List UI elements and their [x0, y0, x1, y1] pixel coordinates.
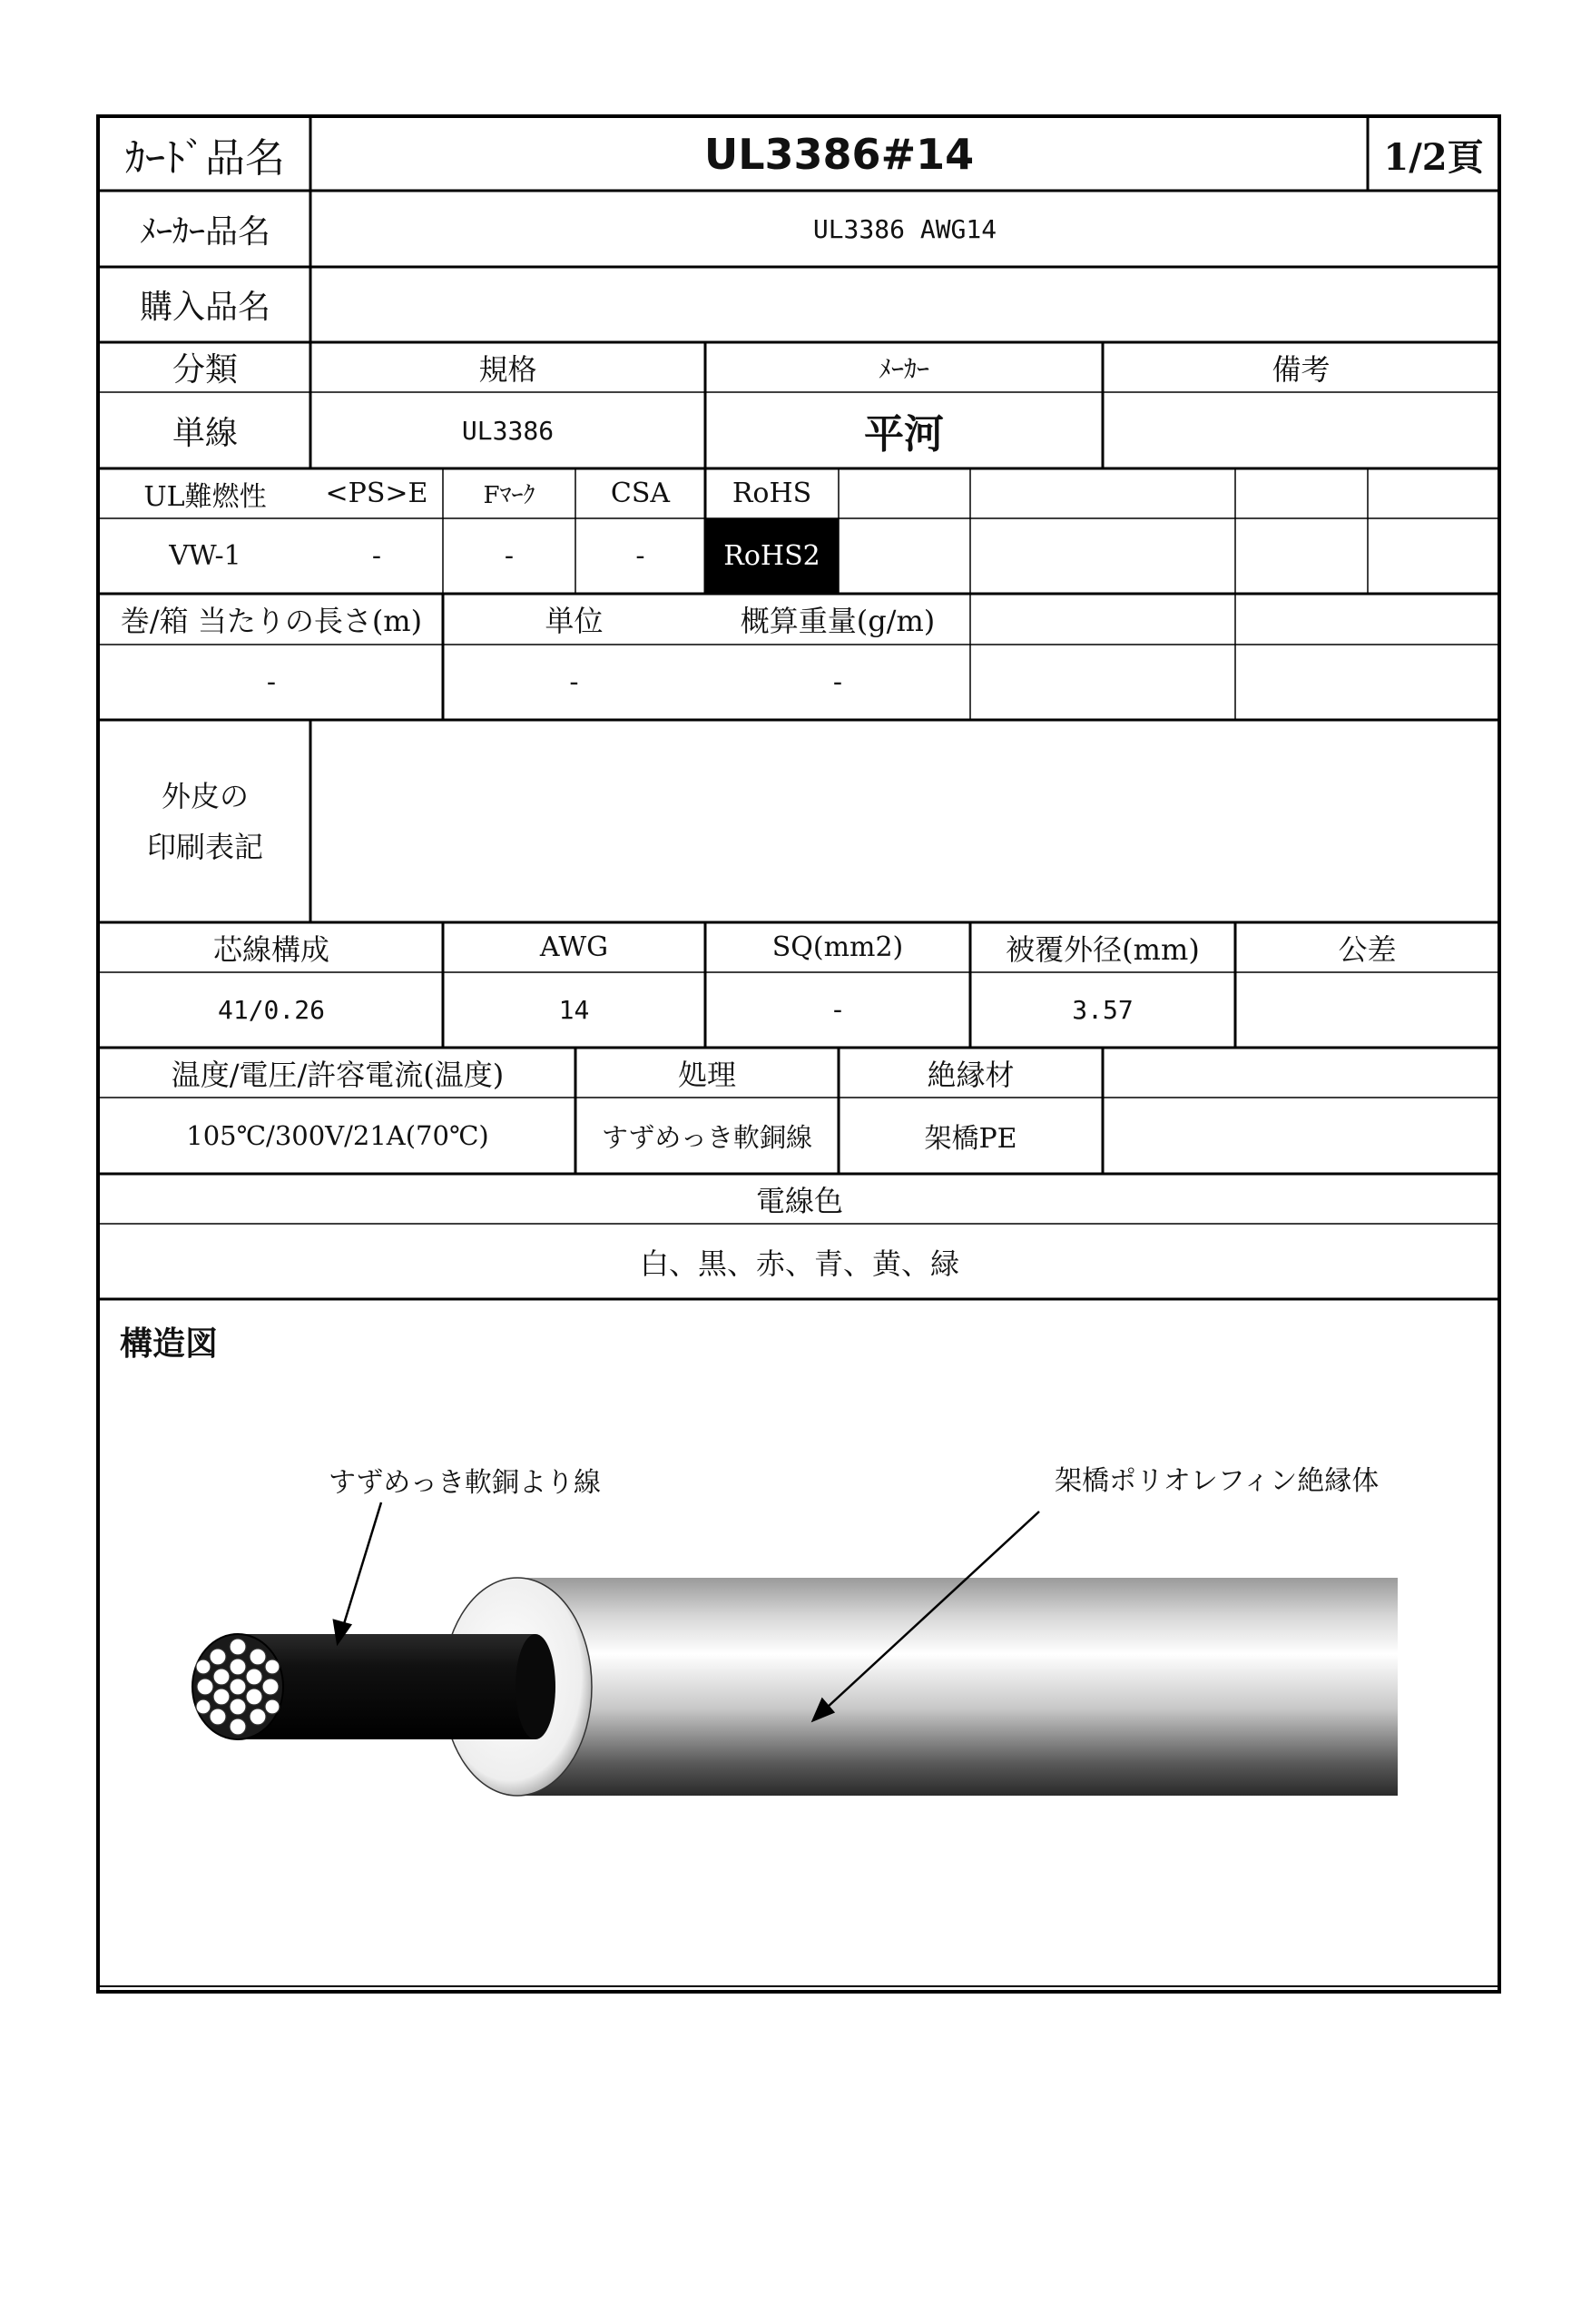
treatment-label: 処理 [677, 1057, 736, 1092]
card-name-label: ｶｰﾄﾞ品名 [125, 135, 285, 182]
purchase-name-value [310, 267, 1499, 342]
tolerance-label: 公差 [1338, 931, 1397, 967]
standard-label: 規格 [478, 351, 537, 387]
cert-label-pse: <PS>E [325, 478, 428, 509]
page-number: 1/2頁 [1383, 135, 1484, 179]
wire-color-label: 電線色 [755, 1183, 843, 1218]
standard-value: UL3386 [461, 415, 555, 446]
category-label: 分類 [172, 351, 238, 389]
category-value: 単線 [172, 414, 238, 452]
cert-label-csa: CSA [610, 478, 671, 509]
sq-value: - [832, 994, 843, 1026]
unit-label: 単位 [545, 604, 604, 638]
tolerance-value [1235, 972, 1499, 1048]
conductor-callout: すずめっき軟銅より線 [329, 1467, 601, 1499]
wire-color-value: 白、黒、赤、青、黄、緑 [639, 1246, 959, 1281]
od-value: 3.57 [1072, 995, 1134, 1025]
purchase-name-label: 購入品名 [139, 289, 270, 326]
printing-label-line2: 印刷表記 [146, 829, 263, 864]
core-value: 41/0.26 [217, 995, 325, 1025]
treatment-value: すずめっき軟銅線 [601, 1121, 812, 1153]
length-value: - [266, 666, 277, 698]
diagram-title: 構造図 [120, 1325, 219, 1363]
card-name-value: UL3386#14 [703, 130, 975, 179]
cert-value-csa: - [635, 540, 645, 572]
remarks-value [1103, 392, 1499, 468]
insulation-label: 絶縁材 [927, 1057, 1015, 1092]
awg-value: 14 [558, 995, 590, 1025]
core-label: 芯線構成 [212, 931, 329, 967]
cert-value-flame: VW-1 [169, 540, 241, 572]
cert-value-fmark: - [504, 540, 515, 572]
maker-value: 平河 [864, 411, 944, 458]
rating-value: 105℃/300V/21A(70℃) [186, 1120, 489, 1151]
maker-label: ﾒｰｶｰ [878, 353, 929, 384]
od-label: 被覆外径(mm) [1006, 931, 1200, 967]
weight-label: 概算重量(g/m) [740, 604, 936, 638]
length-label: 巻/箱 当たりの長さ(m) [120, 604, 423, 638]
printing-label-line1: 外皮の [161, 778, 249, 813]
cable-structure-drawing [192, 1502, 1398, 1796]
cert-label-fmark: Fﾏｰｸ [483, 482, 535, 509]
cert-label-rohs: RoHS [732, 478, 812, 509]
cert-label-flame: UL難燃性 [143, 480, 267, 513]
insulation-callout: 架橋ポリオレフィン絶縁体 [1055, 1465, 1380, 1497]
maker-name-value: UL3386 AWG14 [812, 213, 997, 244]
cert-value-pse: - [371, 540, 382, 572]
printing-label [100, 720, 310, 922]
cert-value-rohs: RoHS2 [705, 518, 839, 594]
unit-value: - [569, 666, 579, 698]
remarks-label: 備考 [1272, 351, 1331, 387]
sq-label: SQ(mm2) [771, 931, 904, 963]
insulation-value: 架橋PE [924, 1123, 1017, 1155]
maker-name-label: ﾒｰｶｰ品名 [139, 212, 270, 251]
printing-value [310, 720, 1499, 922]
rating-label: 温度/電圧/許容電流(温度) [171, 1057, 505, 1092]
weight-value: - [832, 666, 843, 698]
awg-label: AWG [539, 931, 609, 963]
